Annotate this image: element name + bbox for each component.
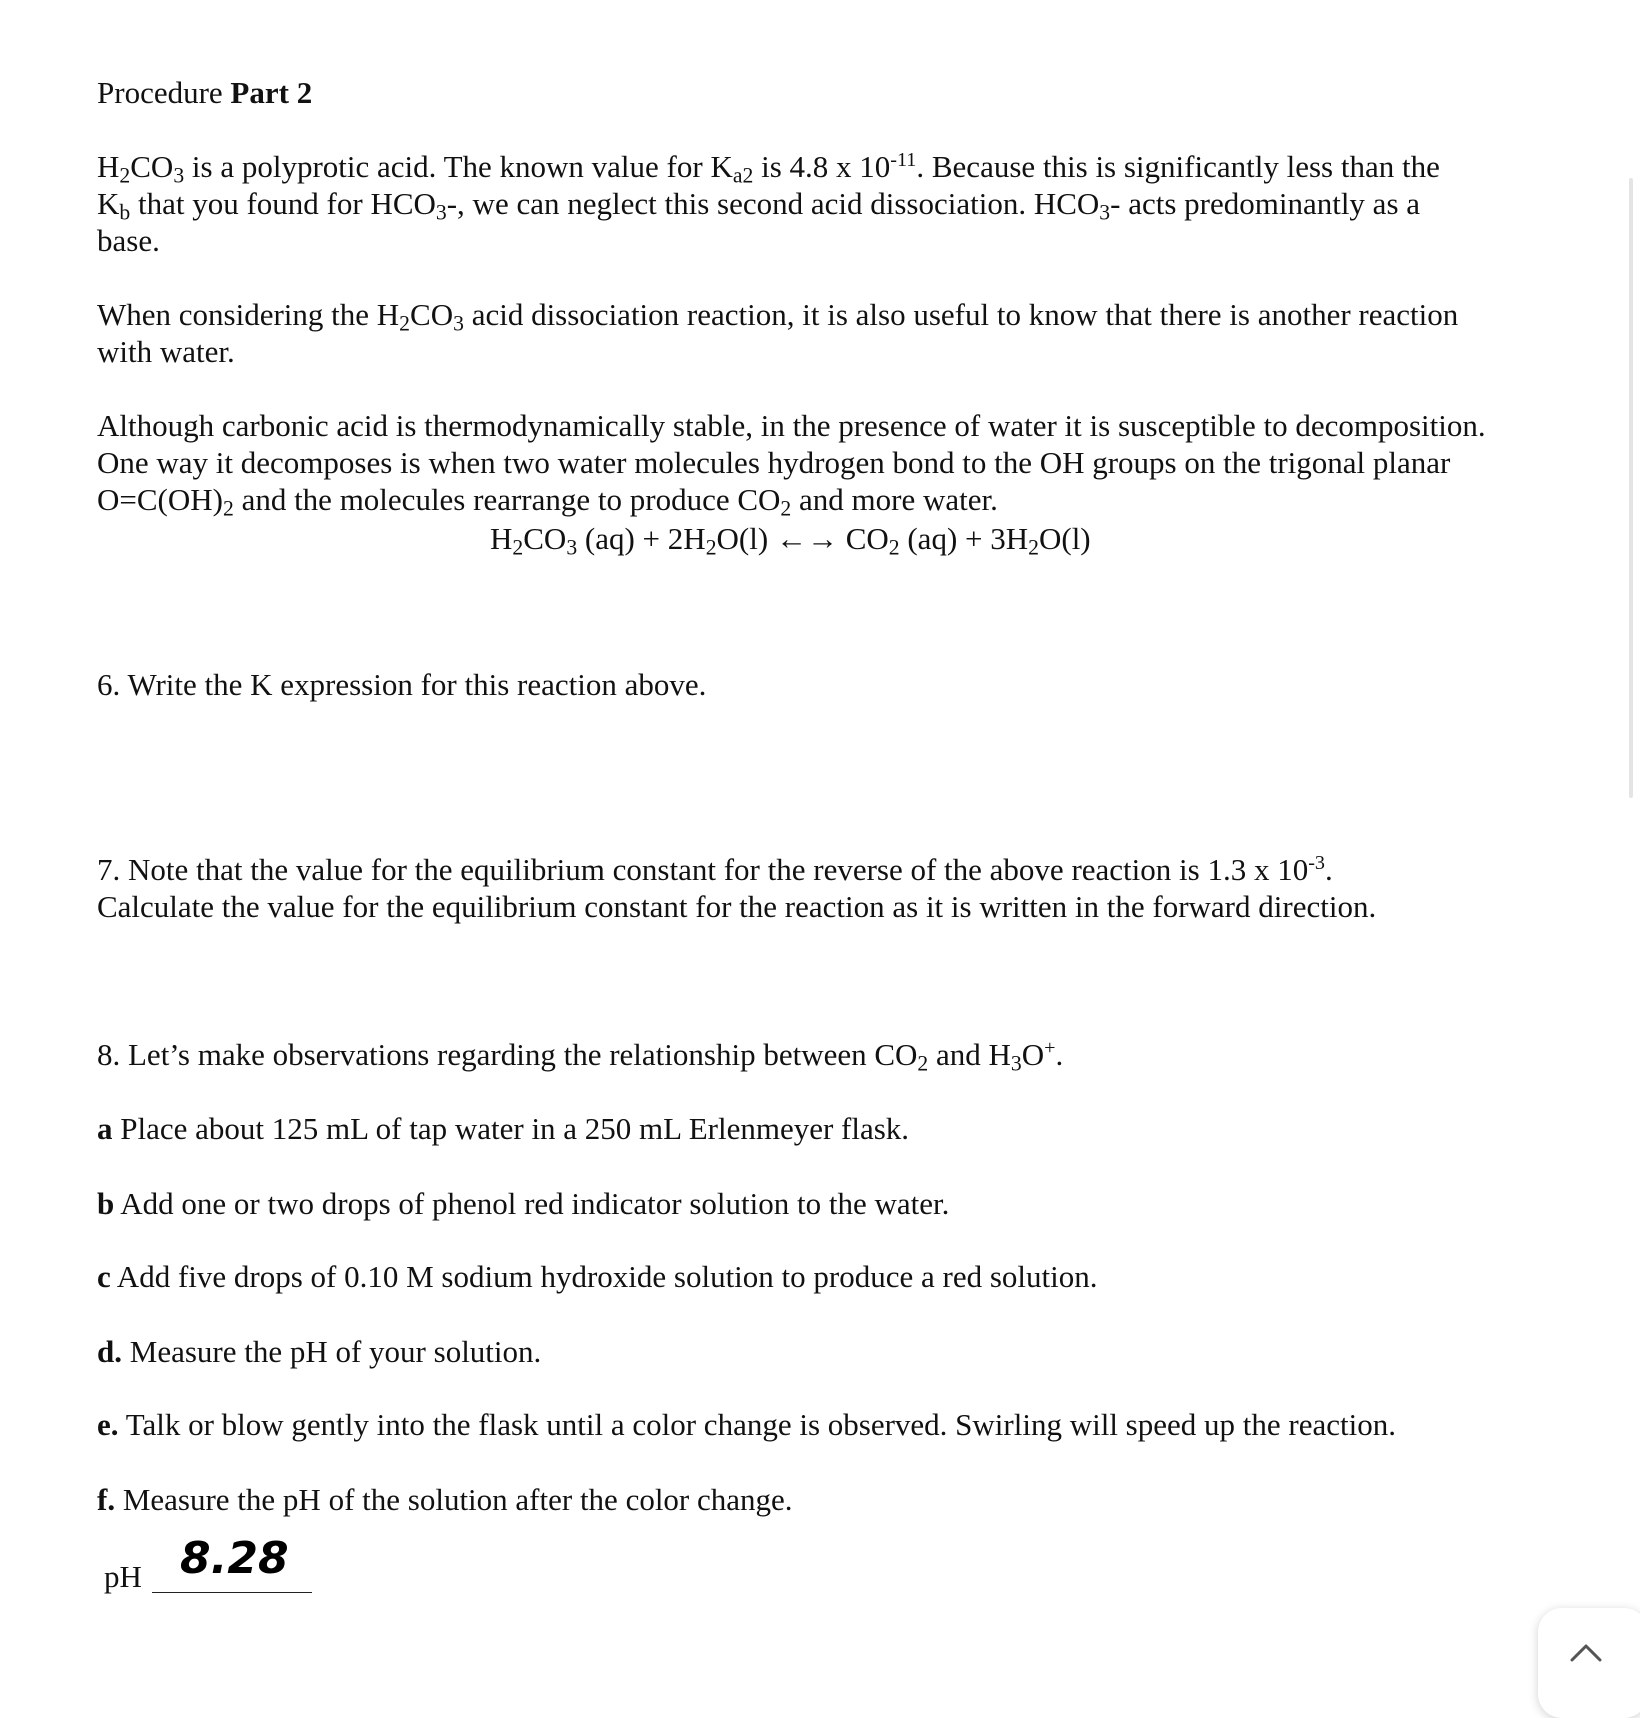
question-7-line1: 7. Note that the value for the equilibrium constant for the reverse of the above reaction is 1.3 x $10^{-3}$. xyxy=(97,851,1333,887)
heading: Procedure Part 2 xyxy=(97,75,313,110)
para3-line2: One way it decomposes is when two water molecules hydrogen bond to the OH groups on the trigonal planar xyxy=(97,445,1451,480)
step-c: c Add five drops of 0.10 M sodium hydroxide solution to produce a red solution. xyxy=(97,1259,1098,1294)
para2-line2: with water. xyxy=(97,334,235,369)
para2-line1: When considering the $H_2CO_3$ acid dissociation reaction, it is also useful to know that there is another reaction xyxy=(97,297,1459,336)
step-b: b Add one or two drops of phenol red indicator solution to the water. xyxy=(97,1186,950,1221)
question-7-line2: Calculate the value for the equilibrium constant for the reaction as it is written in the forward direction. xyxy=(97,889,1377,924)
chevron-up-icon xyxy=(1566,1640,1606,1664)
para3-line1: Although carbonic acid is thermodynamically stable, in the presence of water it is susceptible to decomposition. xyxy=(97,408,1486,443)
reaction-equation: $H_2CO_3$ $(aq) + 2H_2O(l)$ ←→ $CO_2$ $(aq) + 3H_2O(l)$ xyxy=(490,521,1091,560)
scroll-up-button[interactable] xyxy=(1538,1608,1640,1718)
ph-handwritten-value: 8.28 xyxy=(180,1533,289,1584)
step-f: f. Measure the pH of the solution after the color change. xyxy=(97,1482,793,1517)
ph-label: pH xyxy=(104,1559,142,1594)
scrollbar[interactable] xyxy=(1629,178,1633,798)
para1-line2: $K_b$ that you found for $HCO_3-$, we can neglect this second acid dissociation. $HCO_3-$ acts predominantly as a xyxy=(97,186,1421,225)
para1-line1: $H_2CO_3$ is a polyprotic acid. The known value for $K_{a2}$ is 4.8 x $10^{-11}$. Because this is significantly less than the xyxy=(97,148,1440,188)
step-e: e. Talk or blow gently into the flask until a color change is observed. Swirling will speed up the reaction. xyxy=(97,1407,1396,1442)
ph-answer-line xyxy=(152,1592,312,1593)
question-6: 6. Write the K expression for this reaction above. xyxy=(97,667,707,702)
equilibrium-arrow-icon: ←→ xyxy=(775,521,838,556)
para1-line3: base. xyxy=(97,223,160,258)
question-8: 8. Let’s make observations regarding the relationship between $CO_2$ and $H_3O^+$. xyxy=(97,1036,1064,1076)
step-d: d. Measure the pH of your solution. xyxy=(97,1334,542,1369)
para3-line3: $O=C(OH)_2$ and the molecules rearrange to produce $CO_2$ and more water. xyxy=(97,482,998,521)
step-a: a Place about 125 mL of tap water in a 250 mL Erlenmeyer flask. xyxy=(97,1111,910,1146)
